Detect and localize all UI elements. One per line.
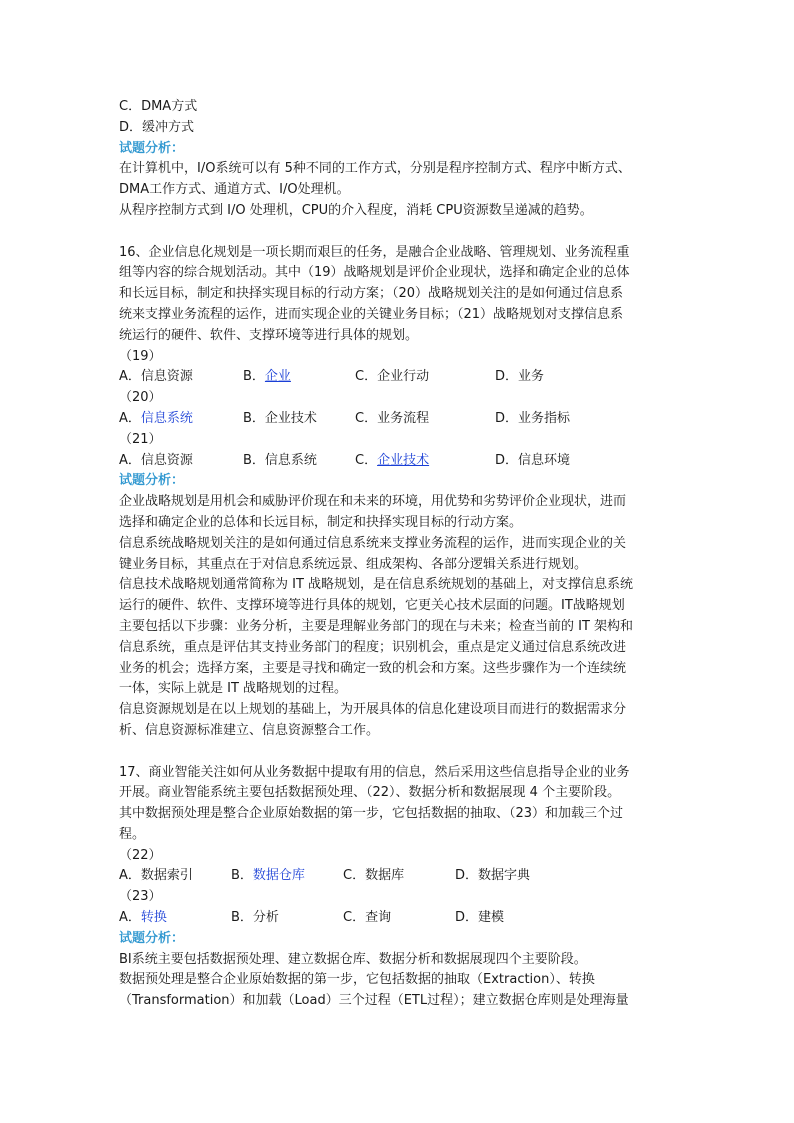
analysis-heading: 试题分析： <box>119 930 185 946</box>
analysis-line: 信息技术战略规划通常简称为 IT 战略规划，是在信息系统规划的基础上，对支撑信息系统 <box>119 577 634 593</box>
question-stem-line: 和长远目标，制定和抉择实现目标的行动方案；（20）战略规划关注的是如何通过信息系 <box>119 286 624 302</box>
spacer <box>119 222 679 243</box>
option-b <box>243 367 355 388</box>
analysis-line: 业务的机会；选择方案，主要是寻找和确定一致的机会和方案。这些步骤作为一个连续统 <box>119 660 627 676</box>
sub-question-number: （19） <box>119 348 162 364</box>
option-a-prefix: A． <box>119 910 141 926</box>
answer-highlight: 转换 <box>140 910 167 926</box>
option-a: A．数据索引 <box>119 868 193 884</box>
option-a <box>119 409 243 430</box>
analysis-line: 一体，实际上就是 IT 战略规划的过程。 <box>119 681 348 697</box>
question-stem-line: 17、商业智能关注如何从业务数据中提取有用的信息，然后采用这些信息指导企业的业务 <box>119 764 630 780</box>
option-b: B．企业技术 <box>243 410 317 426</box>
analysis-heading: 试题分析： <box>119 140 185 156</box>
question-stem-line: 其中数据预处理是整合企业原始数据的第一步，它包括数据的抽取、（23）和加载三个过 <box>119 806 624 822</box>
analysis-line: 键业务目标，其重点在于对信息系统远景、组成架构、各部分逻辑关系进行规划。 <box>119 556 588 572</box>
answer-highlight: 企业 <box>264 369 291 385</box>
option-c: C．查询 <box>343 910 392 926</box>
option-c <box>355 451 495 472</box>
analysis-line: 在计算机中，I/O系统可以有 5种不同的工作方式，分别是程序控制方式、程序中断方式、 <box>119 161 631 177</box>
options-row <box>119 908 679 929</box>
option-c: C．企业行动 <box>355 369 430 385</box>
analysis-line: 数据预处理是整合企业原始数据的第一步，它包括数据的抽取（Extraction）、转换 <box>119 972 595 988</box>
question-stem-line: 开展。商业智能系统主要包括数据预处理、（22）、数据分析和数据展现 4 个主要阶段。 <box>119 785 621 801</box>
options-row <box>119 451 679 472</box>
option-d: D．缓冲方式 <box>119 119 195 135</box>
answer-highlight: 信息系统 <box>140 410 193 426</box>
sub-question-number: （22） <box>119 847 162 863</box>
option-c: C．DMA方式 <box>119 99 198 114</box>
question-stem-line: 16、企业信息化规划是一项长期而艰巨的任务，是融合企业战略、管理规划、业务流程重 <box>119 244 630 260</box>
analysis-line: 信息系统，重点是评估其支持业务部门的程度；识别机会，重点是定义通过信息系统改进 <box>119 639 627 655</box>
question-stem-line: 统运行的硬件、软件、支撑环境等进行具体的规划。 <box>119 327 419 343</box>
option-a-prefix: A． <box>119 410 141 426</box>
analysis-line: 主要包括以下步骤：业务分析，主要是理解业务部门的现在与未来；检查当前的 IT 架构和 <box>119 618 634 634</box>
analysis-line: 选择和确定企业的总体和长远目标，制定和抉择实现目标的行动方案。 <box>119 514 523 530</box>
analysis-line: BI系统主要包括数据预处理、建立数据仓库、数据分析和数据展现四个主要阶段。 <box>119 951 587 967</box>
options-row <box>119 866 679 887</box>
sub-question-number: （21） <box>119 431 162 447</box>
option-c: C．业务流程 <box>355 410 430 426</box>
analysis-line: DMA工作方式、通道方式、I/O处理机。 <box>119 182 350 198</box>
option-d: D．数据字典 <box>455 868 531 884</box>
options-row <box>119 409 679 430</box>
option-c-prefix: C． <box>355 452 378 468</box>
answer-highlight: 数据仓库 <box>252 868 305 884</box>
analysis-line: （Transformation）和加载（Load）三个过程（ETL过程）；建立数据仓库则是处理海量 <box>119 993 629 1009</box>
question-stem-line: 组等内容的综合规划活动。其中（19）战略规划是评价企业现状，选择和确定企业的总体 <box>119 265 630 281</box>
option-b-prefix: B． <box>231 868 253 884</box>
question-stem-line: 程。 <box>119 826 146 842</box>
option-b: B．信息系统 <box>243 452 317 468</box>
option-d: D．业务 <box>495 369 545 385</box>
option-a <box>119 908 231 929</box>
sub-question-number: （23） <box>119 889 162 905</box>
option-a: A．信息资源 <box>119 452 193 468</box>
analysis-line: 信息资源规划是在以上规划的基础上，为开展具体的信息化建设项目而进行的数据需求分 <box>119 702 627 718</box>
options-row <box>119 367 679 388</box>
document-page <box>119 97 679 1012</box>
option-d: D．信息环境 <box>495 452 571 468</box>
option-a: A．信息资源 <box>119 369 193 385</box>
answer-highlight: 企业技术 <box>377 452 430 468</box>
option-b: B．分析 <box>231 910 279 926</box>
sub-question-number: （20） <box>119 390 162 406</box>
analysis-line: 运行的硬件、软件、支撑环境等进行具体的规划，它更关心技术层面的问题。IT战略规划 <box>119 598 625 614</box>
option-b-prefix: B． <box>243 369 265 385</box>
analysis-line: 析、信息资源标准建立、信息资源整合工作。 <box>119 722 380 738</box>
analysis-heading: 试题分析： <box>119 473 185 489</box>
option-c: C．数据库 <box>343 868 405 884</box>
spacer <box>119 742 679 763</box>
option-d: D．建模 <box>455 910 505 926</box>
question-stem-line: 统来支撑业务流程的运作，进而实现企业的关键业务目标；（21）战略规划对支撑信息系 <box>119 306 624 322</box>
analysis-line: 企业战略规划是用机会和威胁评价现在和未来的环境，用优势和劣势评价企业现状，进而 <box>119 494 627 510</box>
option-d: D．业务指标 <box>495 410 571 426</box>
option-b <box>231 866 343 887</box>
analysis-line: 从程序控制方式到 I/O 处理机，CPU的介入程度，消耗 CPU资源数呈递减的趋势。 <box>119 202 593 218</box>
analysis-line: 信息系统战略规划关注的是如何通过信息系统来支撑业务流程的运作，进而实现企业的关 <box>119 535 627 551</box>
